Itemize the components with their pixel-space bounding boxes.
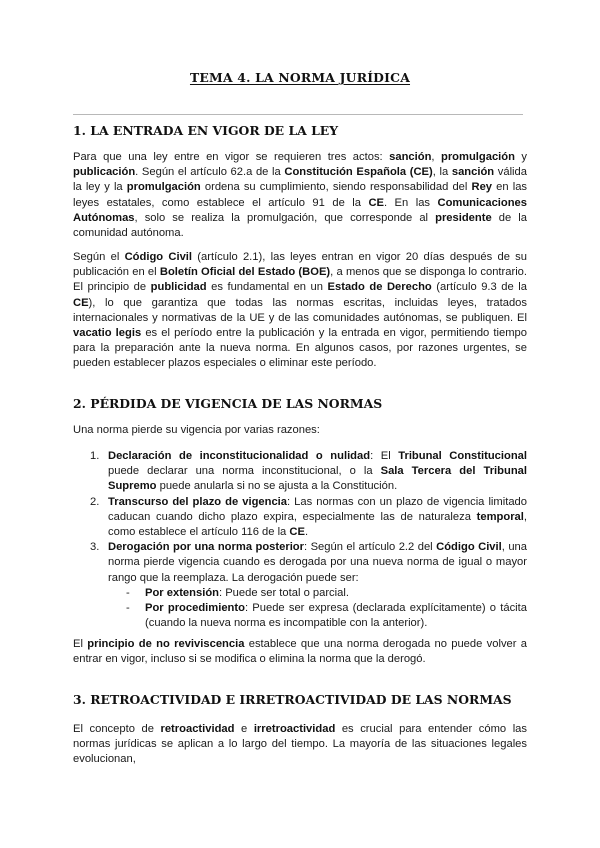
- sub-list-item: - Por procedimiento: Puede ser expresa (declarada explícitamente) o tácita (cuando la nueva norma es incompatible con la anterior).: [126, 602, 527, 630]
- list-number: 2.: [90, 495, 100, 508]
- list-number: 3.: [90, 541, 100, 554]
- list-item: 3. Derogación por una norma posterior: Según el artículo 2.2 del Código Civil, una norma pierde vigencia cuando es derogada por una nueva norma de igual o mayor rango que la reemplaza. La derogación puede ser: - Por extensión: Puede ser total o parcial. - Por procedimiento: Puede ser expresa (declarada explícitamente) o tácita (cuando la nueva norma es incompatible con la anterior).: [73, 540, 527, 631]
- loss-of-validity-list: [73, 449, 527, 631]
- section-1-paragraph-2: Según el Código Civil (artículo 2.1), las leyes entran en vigor 20 días después de su publicación en el Boletín Oficial del Estado (BOE), a menos que se disponga lo contrario. El principio de publicidad es fundamental en un Estado de Derecho (artículo 9.3 de la CE), lo que garantiza que todas las normas escritas, incluidas leyes, tratados internacionales y normativas de la UE y de las comunidades autónomas, se publiquen. El vacatio legis es el período entre la publicación y la entrada en vigor, permitiendo tiempo para la preparación ante la nueva norma. En algunos casos, por razones urgentes, se pueden establecer plazos especiales o eliminar este período.: [73, 251, 528, 370]
- sub-list-item: - Por extensión: Puede ser total o parcial.: [126, 586, 349, 599]
- document-title: TEMA 4. LA NORMA JURÍDICA: [189, 70, 411, 85]
- title-divider: [73, 114, 523, 115]
- list-number: 1.: [90, 450, 100, 462]
- derogation-types-list: [108, 586, 527, 632]
- section-2-heading: 2. PÉRDIDA DE VIGENCIA DE LAS NORMAS: [73, 396, 383, 411]
- section-3-heading: 3. RETROACTIVIDAD E IRRETROACTIVIDAD DE LAS NORMAS: [73, 692, 512, 707]
- section-1-heading: 1. LA ENTRADA EN VIGOR DE LA LEY: [73, 123, 339, 138]
- section-3-paragraph-1: El concepto de retroactividad e irretroactividad es crucial para entender cómo las normas jurídicas se aplican a lo largo del tiempo. La mayoría de las situaciones legales evolucionan,: [73, 723, 527, 766]
- section-2-closing-paragraph: El principio de no reviviscencia establece que una norma derogada no puede volver a entrar en vigor, incluso si se modifica o elimina la norma que la derogó.: [73, 638, 528, 666]
- section-2-intro: Una norma pierde su vigencia por varias razones:: [73, 424, 320, 436]
- list-item: 1. Declaración de inconstitucionalidad o nulidad: El Tribunal Constitucional puede declarar una norma inconstitucional, o la Sala Tercera del Tribunal Supremo puede anularla si no se ajusta a la Constitución.: [90, 450, 528, 493]
- section-1-paragraph-1: Para que una ley entre en vigor se requieren tres actos: sanción, promulgación y publicación. Según el artículo 62.a de la Constitución Española (CE), la sanción válida la ley y la promulgación ordena su cumplimiento, siendo responsabilidad del Rey en las leyes estatales, como establece el artículo 91 de la CE. En las Comunicaciones Autónomas, solo se realiza la promulgación, que corresponde al presidente de la comunidad autónoma.: [73, 151, 528, 240]
- list-item: 2. Transcurso del plazo de vigencia: Las normas con un plazo de vigencia limitado caducan cuando dicho plazo expira, especialmente las de naturaleza temporal, como establece el artículo 116 de la CE.: [90, 495, 527, 539]
